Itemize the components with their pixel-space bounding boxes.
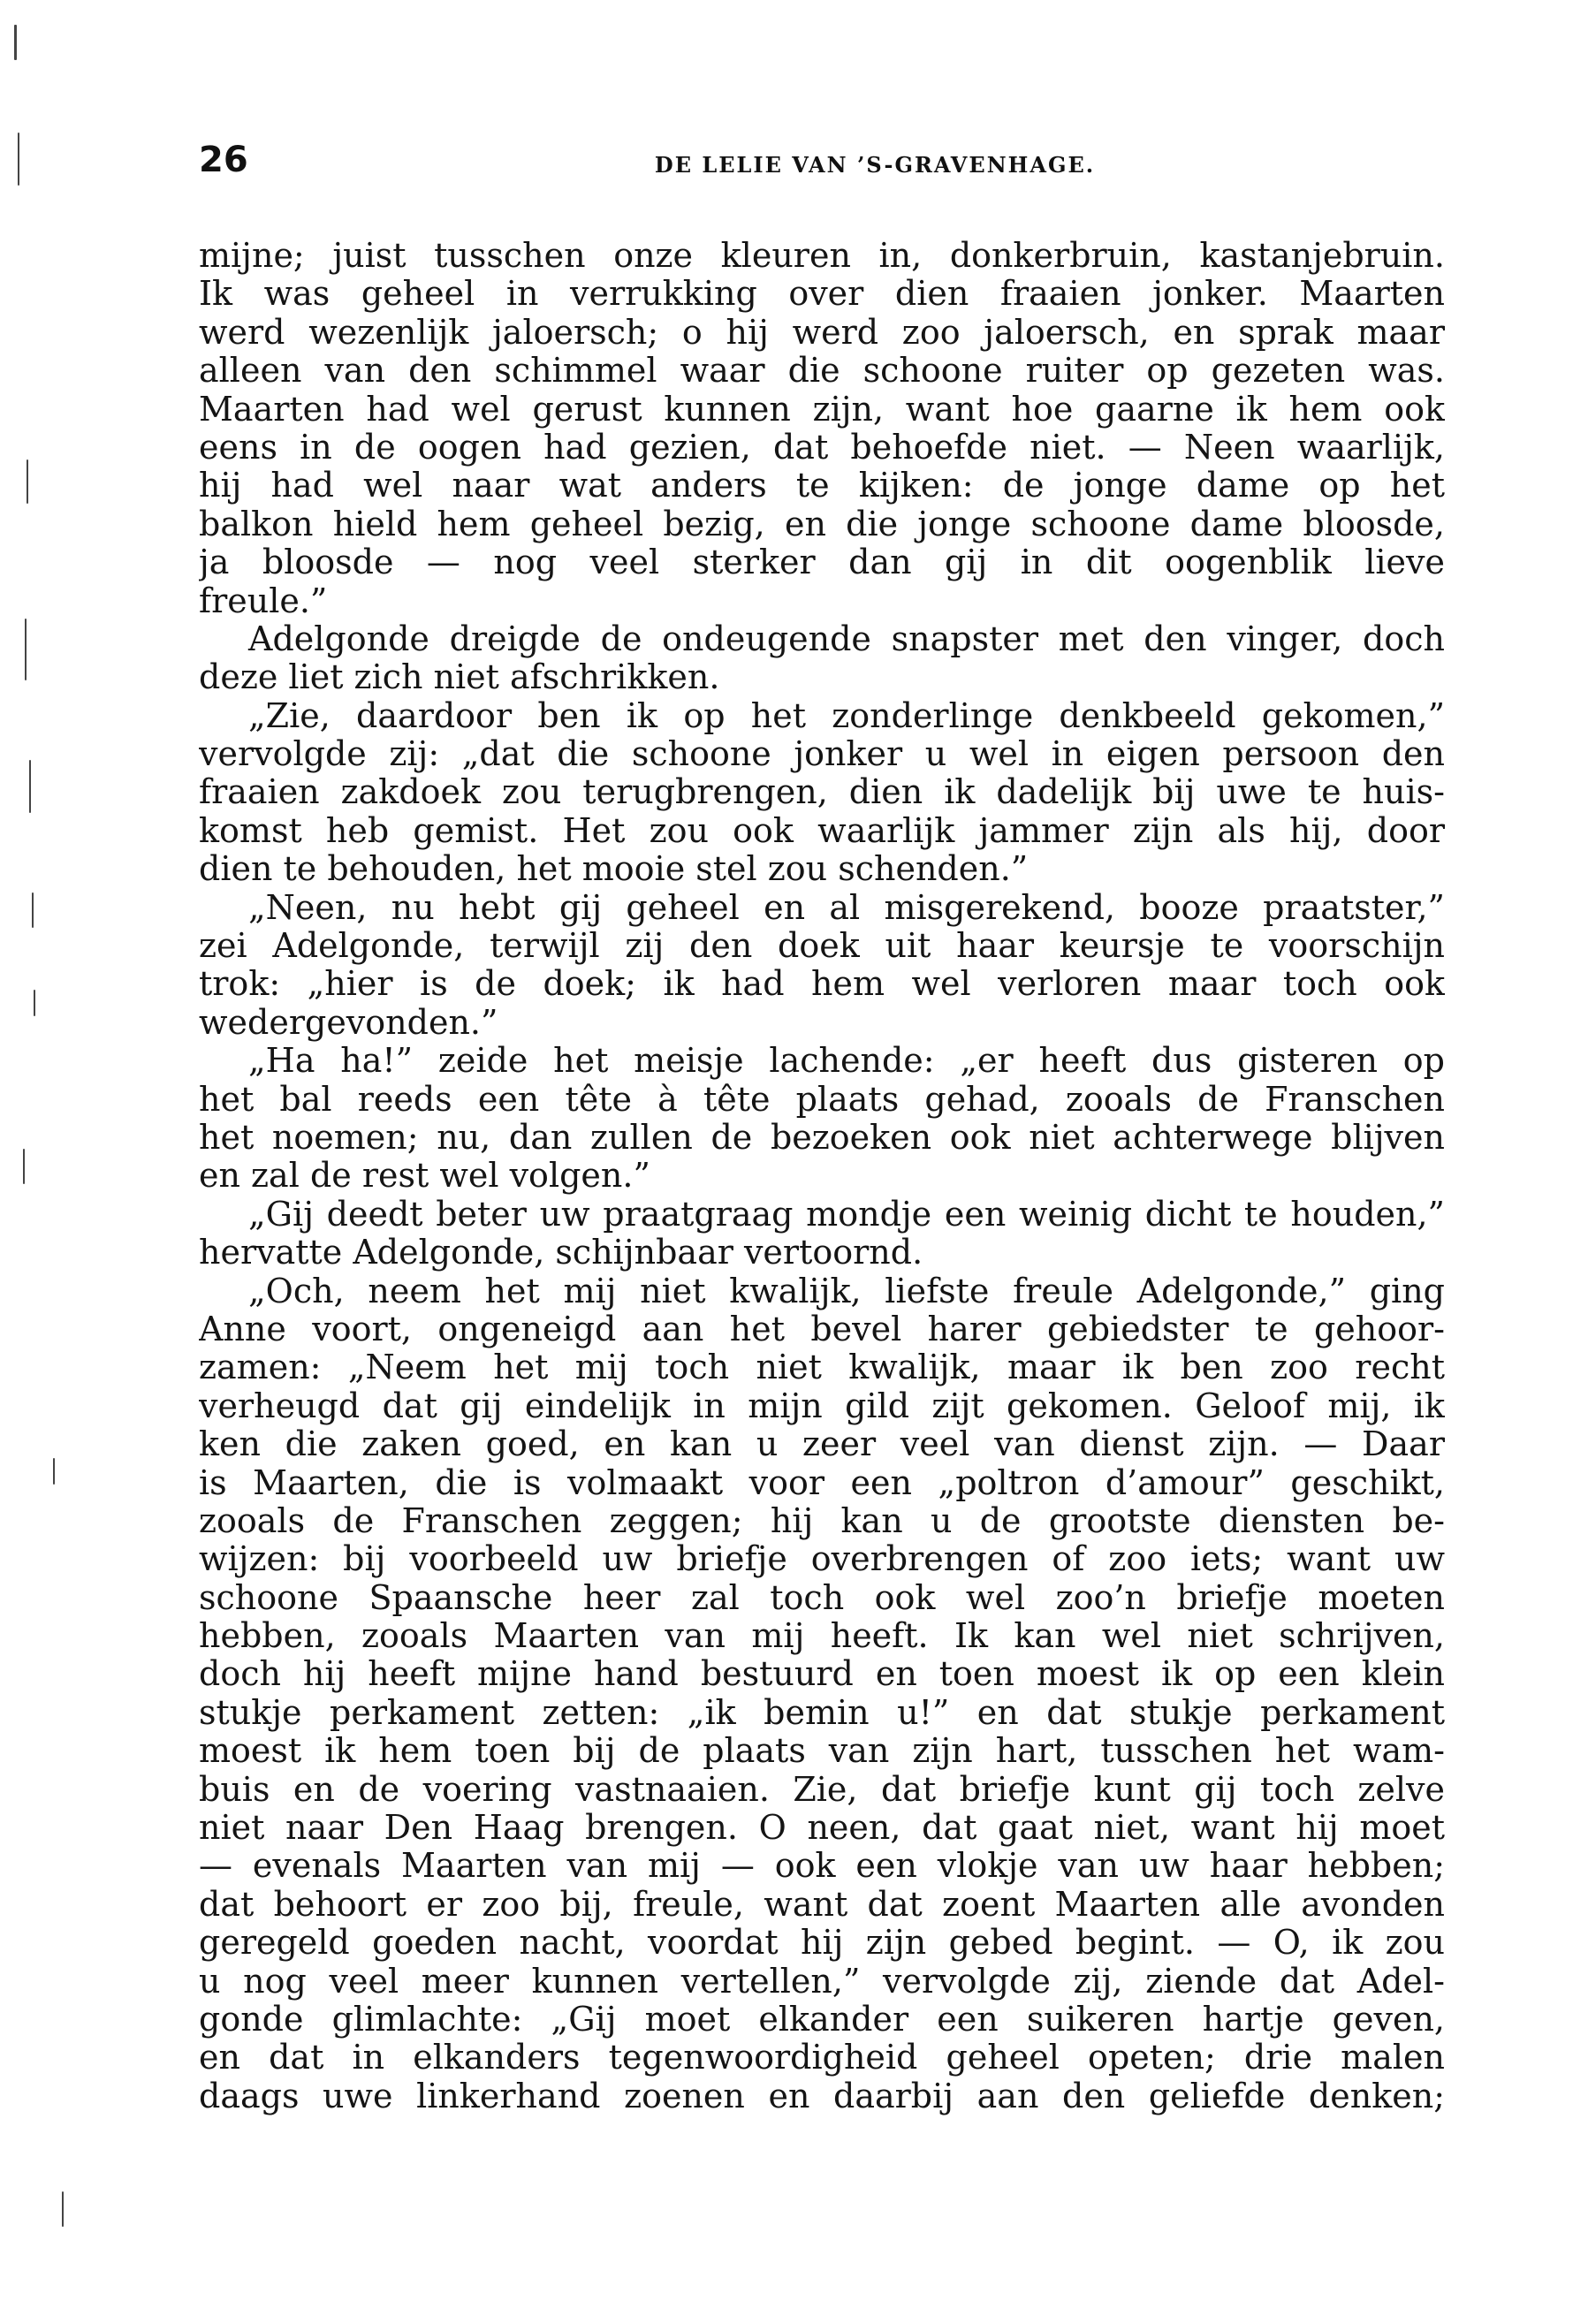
text-line: vervolgde zij: „dat die schoone jonker u wel in eigen persoon den [199, 735, 1445, 774]
text-line: het noemen; nu, dan zullen de bezoeken ook niet achterwege blijven [199, 1118, 1445, 1157]
text-line: „Och, neem het mij niet kwalijk, liefste freule Adelgonde,” ging [248, 1272, 1445, 1310]
text-line: buis en de voering vastnaaien. Zie, dat briefje kunt gij toch zelve [199, 1770, 1445, 1809]
text-line: hebben, zooals Maarten van mij heeft. Ik kan wel niet schrijven, [199, 1617, 1445, 1656]
text-line: doch hij heeft mijne hand bestuurd en toen moest ik op een klein [199, 1655, 1445, 1694]
text-line: en zal de rest wel volgen.” [199, 1157, 650, 1196]
text-line: daags uwe linkerhand zoenen en daarbij aan den geliefde denken; [199, 2077, 1445, 2115]
text-line: eens in de oogen had gezien, dat behoefde niet. — Neen waarlijk, [199, 428, 1445, 467]
text-line: deze liet zich niet afschrikken. [199, 658, 720, 697]
text-line: balkon hield hem geheel bezig, en die jonge schoone dame bloosde, [199, 505, 1445, 543]
text-line: Ik was geheel in verrukking over dien fraaien jonker. Maarten [199, 275, 1445, 314]
text-line: dat behoort er zoo bij, freule, want dat zoent Maarten alle avonden [199, 1885, 1445, 1924]
text-line: dien te behouden, het mooie stel zou schenden.” [199, 850, 1029, 889]
page-number: 26 [199, 140, 248, 180]
text-line: zei Adelgonde, terwijl zij den doek uit haar keursje te voorschijn [199, 927, 1445, 966]
text-line: hervatte Adelgonde, schijnbaar vertoornd. [199, 1234, 923, 1272]
text-line: stukje perkament zetten: „ik bemin u!” en dat stukje perkament [199, 1693, 1445, 1732]
text-line: „Zie, daardoor ben ik op het zonderlinge denkbeeld gekomen,” [248, 696, 1445, 735]
text-line: „Ha ha!” zeide het meisje lachende: „er heeft dus gisteren op [248, 1042, 1445, 1081]
text-line: Maarten had wel gerust kunnen zijn, want hoe gaarne ik hem ook [199, 390, 1445, 429]
text-line: trok: „hier is de doek; ik had hem wel verloren maar toch ook [199, 965, 1445, 1004]
text-line: schoone Spaansche heer zal toch ook wel zoo’n briefje moeten [199, 1578, 1445, 1617]
text-line: „Gij deedt beter uw praatgraag mondje een weinig dicht te houden,” [248, 1195, 1445, 1234]
text-line: geregeld goeden nacht, voordat hij zijn gebed begint. — O, ik zou [199, 1924, 1445, 1963]
text-line: is Maarten, die is volmaakt voor een „poltron d’amour” geschikt, [199, 1463, 1445, 1502]
text-line: Adelgonde dreigde de ondeugende snapster met den vinger, doch [248, 619, 1445, 658]
text-line: — evenals Maarten van mij — ook een vlokje van uw haar hebben; [199, 1847, 1445, 1886]
text-line: mijne; juist tusschen onze kleuren in, donkerbruin, kastanjebruin. [199, 237, 1445, 275]
scan-edge-marks [0, 0, 71, 2324]
text-line: het bal reeds een tête à tête plaats gehad, zooals de Franschen [199, 1080, 1445, 1119]
text-line: zamen: „Neem het mij toch niet kwalijk, maar ik ben zoo recht [199, 1348, 1445, 1387]
text-line: ja bloosde — nog veel sterker dan gij in dit oogenblik lieve [199, 543, 1445, 582]
text-line: freule.” [199, 581, 328, 620]
text-line: zooals de Franschen zeggen; hij kan u de grootste diensten be- [199, 1501, 1445, 1540]
text-line: Anne voort, ongeneigd aan het bevel harer gebiedster te gehoor- [199, 1310, 1445, 1348]
text-line: u nog veel meer kunnen vertellen,” vervolgde zij, ziende dat Adel- [199, 1962, 1445, 2001]
text-line: „Neen, nu hebt gij geheel en al misgerekend, booze praatster,” [248, 888, 1445, 927]
text-line: ken die zaken goed, en kan u zeer veel van dienst zijn. — Daar [199, 1425, 1445, 1464]
text-line: komst heb gemist. Het zou ook waarlijk jammer zijn als hij, door [199, 811, 1445, 850]
text-line: alleen van den schimmel waar die schoone ruiter op gezeten was. [199, 352, 1445, 391]
text-line: gonde glimlachte: „Gij moet elkander een suikeren hartje geven, [199, 2000, 1445, 2039]
text-line: wijzen: bij voorbeeld uw briefje overbrengen of zoo iets; want uw [199, 1540, 1445, 1579]
text-line: fraaien zakdoek zou terugbrengen, dien ik dadelijk bij uwe te huis- [199, 773, 1445, 812]
text-line: en dat in elkanders tegenwoordigheid geheel opeten; drie malen [199, 2039, 1445, 2077]
text-line: hij had wel naar wat anders te kijken: de jonge dame op het [199, 467, 1445, 505]
text-line: verheugd dat gij eindelijk in mijn gild zijt gekomen. Geloof mij, ik [199, 1386, 1445, 1425]
page-header [199, 140, 1445, 193]
body-text [199, 237, 1445, 2115]
text-line: werd wezenlijk jaloersch; o hij werd zoo jaloersch, en sprak maar [199, 313, 1445, 352]
text-line: wedergevonden.” [199, 1003, 498, 1042]
text-line: niet naar Den Haag brengen. O neen, dat gaat niet, want hij moet [199, 1809, 1445, 1848]
text-line: moest ik hem toen bij de plaats van zijn hart, tusschen het wam- [199, 1732, 1445, 1771]
running-title: DE LELIE VAN ’S-GRAVENHAGE. [654, 152, 1096, 178]
